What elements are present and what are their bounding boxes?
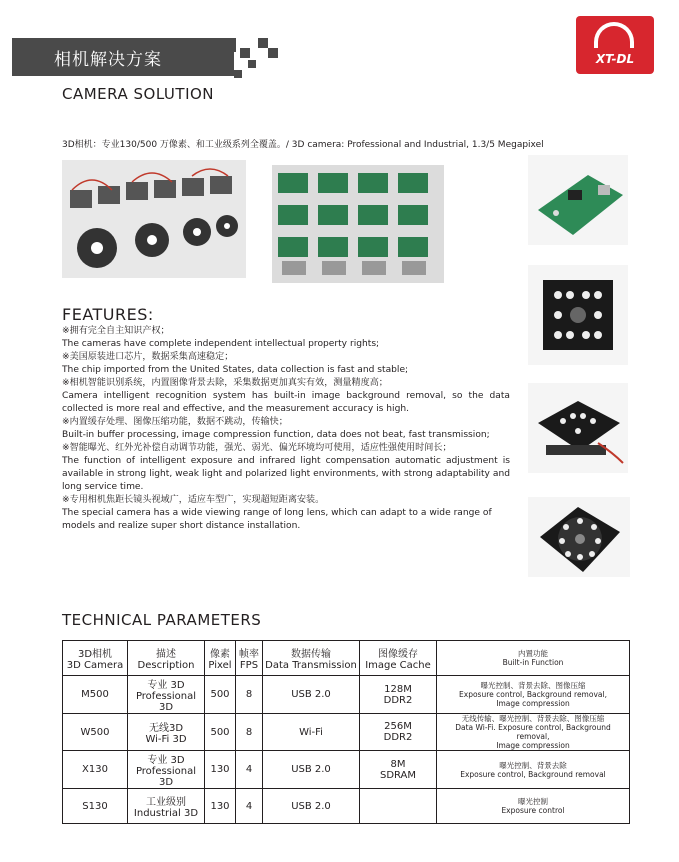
cell-function: 曝光控制、背景去除 Exposure control, Background removal <box>437 751 630 789</box>
feature-line: The special camera has a wide viewing range of long lens, which can adapt to a wide range of models and realize super short distance installation. <box>62 508 492 531</box>
table-row <box>63 789 630 824</box>
brand-logo <box>576 16 654 74</box>
board-array-photo <box>272 165 444 283</box>
header-camera: 3D相机 3D Camera <box>63 641 128 676</box>
led-ring-camera-photo <box>528 497 630 577</box>
cell-fps: 4 <box>236 751 263 789</box>
cell-transmission: USB 2.0 <box>263 676 360 714</box>
led-board-photo-1 <box>528 265 628 365</box>
header-cache: 图像缓存 Image Cache <box>360 641 437 676</box>
feature-line: The chip imported from the United States, data collection is fast and stable; <box>62 365 409 375</box>
page-title: 相机解决方案 <box>54 50 162 70</box>
cell-pixel: 130 <box>205 789 236 824</box>
cell-cache: 8M SDRAM <box>360 751 437 789</box>
cell-desc: 专业 3D Professional 3D <box>128 751 205 789</box>
table-row <box>63 751 630 789</box>
decor-square <box>248 60 256 68</box>
decor-square <box>258 38 268 48</box>
table-header-row <box>63 641 630 676</box>
header-transmission: 数据传输 Data Transmission <box>263 641 360 676</box>
header-pixel: 像素 Pixel <box>205 641 236 676</box>
cell-pixel: 130 <box>205 751 236 789</box>
table-row <box>63 714 630 751</box>
decor-square <box>268 48 278 58</box>
cell-function: 曝光控制、背景去除、图像压缩 Exposure control, Background removal, Image compression <box>437 676 630 714</box>
table-row <box>63 676 630 714</box>
feature-line: ※拥有完全自主知识产权； <box>62 326 170 336</box>
cell-camera: X130 <box>63 751 128 789</box>
decor-square <box>222 38 236 52</box>
cell-cache <box>360 789 437 824</box>
header-desc: 描述 Description <box>128 641 205 676</box>
features-heading: FEATURES: <box>62 305 154 324</box>
cell-desc: 专业 3D Professional 3D <box>128 676 205 714</box>
logo-text: XT-DL <box>595 52 635 66</box>
cell-cache: 256M DDR2 <box>360 714 437 751</box>
parameters-table <box>62 640 630 824</box>
cell-desc: 工业级别 Industrial 3D <box>128 789 205 824</box>
cell-fps: 8 <box>236 714 263 751</box>
title-bar <box>12 38 234 76</box>
tech-heading: TECHNICAL PARAMETERS <box>62 611 262 629</box>
decor-square <box>240 48 250 58</box>
intro-text: 3D相机：专业130/500 万像素、和工业级系列全覆盖。/ 3D camera: Professional and Industrial, 1.3/5 Megapixel <box>62 140 544 150</box>
led-board-photo-2 <box>528 383 628 473</box>
feature-line: Camera intelligent recognition system has built-in image background removal, so the data collected is more real and effective, and the measurement accuracy is high. <box>62 391 510 414</box>
feature-line: Built-in buffer processing, image compression function, data does not beat, fast transmission; <box>62 430 490 440</box>
cell-pixel: 500 <box>205 714 236 751</box>
feature-line: The cameras have complete independent intellectual property rights; <box>62 339 380 349</box>
subtitle: CAMERA SOLUTION <box>62 85 215 103</box>
tire-icon <box>594 22 634 48</box>
cell-camera: S130 <box>63 789 128 824</box>
cell-desc: 无线3D Wi-Fi 3D <box>128 714 205 751</box>
cell-transmission: USB 2.0 <box>263 789 360 824</box>
feature-line: ※专用相机焦距长镜头视域广，适应车型广，实现超短距离安装。 <box>62 495 325 505</box>
cell-pixel: 500 <box>205 676 236 714</box>
cell-fps: 8 <box>236 676 263 714</box>
cell-function: 无线传输、曝光控制、背景去除、图像压缩 Data Wi-Fi. Exposure control, Background removal, Image compression <box>437 714 630 751</box>
decor-square <box>234 70 242 78</box>
feature-line: ※智能曝光、红外光补偿自动调节功能，强光、弱光、偏光环境均可使用，适应性强使用时间长； <box>62 443 452 453</box>
feature-line: ※内置缓存处理、图像压缩功能，数据不跳动，传输快； <box>62 417 288 427</box>
header-function: 内置功能 Built-in Function <box>437 641 630 676</box>
cell-cache: 128M DDR2 <box>360 676 437 714</box>
cell-camera: W500 <box>63 714 128 751</box>
cell-transmission: Wi-Fi <box>263 714 360 751</box>
camera-array-photo <box>62 160 246 278</box>
pcb-photo <box>528 155 628 245</box>
feature-line: ※美国原装进口芯片，数据采集高速稳定； <box>62 352 234 362</box>
features-list <box>62 325 510 533</box>
feature-line: The function of intelligent exposure and infrared light compensation automatic adjustment is available in strong light, weak light and polarized light environments, with strong adaptability and long service time. <box>62 456 510 492</box>
feature-line: ※相机智能识别系统，内置图像背景去除，采集数据更加真实有效，测量精度高； <box>62 378 388 388</box>
cell-function: 曝光控制 Exposure control <box>437 789 630 824</box>
cell-camera: M500 <box>63 676 128 714</box>
cell-transmission: USB 2.0 <box>263 751 360 789</box>
cell-fps: 4 <box>236 789 263 824</box>
header-fps: 帧率 FPS <box>236 641 263 676</box>
